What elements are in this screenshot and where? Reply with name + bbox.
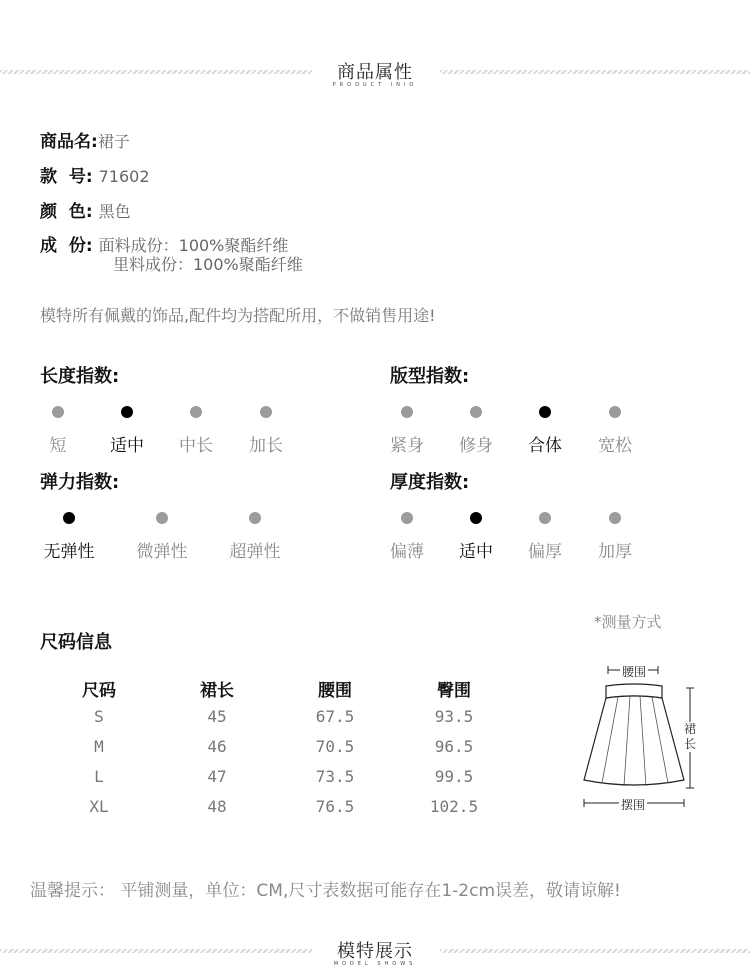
table-cell: S — [94, 707, 104, 726]
fit-dot-slim — [470, 406, 482, 418]
fit-dot-tight — [401, 406, 413, 418]
fit-index-title: 版型指数: — [390, 366, 470, 387]
table-cell: 46 — [207, 737, 227, 756]
composition-lining: 里料成份：100%聚酯纤维 — [113, 255, 303, 274]
length-dot-long — [260, 406, 272, 418]
section-title: 商品属性 — [337, 62, 413, 83]
length-dot-midlong — [190, 406, 202, 418]
length-dot-medium — [121, 406, 133, 418]
diagram-label-waist: 腰围 — [622, 665, 647, 679]
table-cell: 67.5 — [315, 707, 355, 726]
length-option-label: 适中 — [110, 436, 144, 456]
table-header-size: 尺码 — [82, 681, 116, 701]
thickness-dot-medium — [470, 512, 482, 524]
color-value: 黑色 — [98, 202, 131, 221]
fit-option-label: 合体 — [528, 436, 562, 456]
table-cell: 48 — [207, 797, 227, 816]
fit-option-label: 宽松 — [598, 436, 632, 456]
product-name-value: 裙子 — [97, 132, 130, 151]
table-cell: L — [94, 767, 104, 786]
skirt-outline-icon — [578, 658, 698, 818]
accessory-notice: 模特所有佩戴的饰品,配件均为搭配所用，不做销售用途! — [40, 306, 436, 325]
section-title: 模特展示 — [337, 941, 413, 962]
thickness-option-label: 偏薄 — [390, 542, 424, 562]
table-cell: 45 — [207, 707, 227, 726]
table-cell: 93.5 — [434, 707, 474, 726]
composition-label: 成 份: — [40, 236, 93, 256]
table-cell: 99.5 — [434, 767, 474, 786]
section-header-model-shows — [0, 937, 750, 971]
thickness-index-title: 厚度指数: — [390, 472, 470, 493]
table-cell: M — [94, 737, 104, 756]
diagram-label-hem: 摆围 — [621, 798, 646, 812]
table-header-hip: 臀围 — [437, 681, 471, 701]
fit-option-label: 修身 — [459, 436, 493, 456]
style-no-row — [40, 162, 150, 187]
length-option-label: 加长 — [249, 436, 283, 456]
thickness-dot-thick — [539, 512, 551, 524]
elasticity-dot-slight — [156, 512, 168, 524]
table-cell: 70.5 — [315, 737, 355, 756]
length-dot-short — [52, 406, 64, 418]
section-subtitle: PRODUCT INIO — [332, 82, 418, 88]
table-cell: XL — [89, 797, 109, 816]
style-no-label: 款 号: — [40, 167, 93, 187]
composition-row — [40, 231, 303, 274]
measurement-tip: 温馨提示： 平铺测量，单位：CM,尺寸表数据可能存在1-2cm误差，敬请谅解! — [30, 881, 621, 901]
product-name-row — [40, 127, 130, 152]
thickness-dot-extra-thick — [609, 512, 621, 524]
measure-method-note: *测量方式 — [594, 613, 662, 631]
thickness-option-label: 加厚 — [598, 542, 632, 562]
section-subtitle: MODEL SHOWS — [333, 961, 417, 967]
table-header-waist: 腰围 — [318, 681, 352, 701]
elasticity-option-label: 超弹性 — [229, 542, 281, 562]
elasticity-option-label: 无弹性 — [43, 542, 95, 562]
elasticity-dot-high — [249, 512, 261, 524]
thickness-option-label: 适中 — [459, 542, 493, 562]
fit-dot-loose — [609, 406, 621, 418]
table-header-length: 裙长 — [200, 681, 234, 701]
table-cell: 96.5 — [434, 737, 474, 756]
fit-option-label: 紧身 — [390, 436, 424, 456]
color-label: 颜 色: — [40, 202, 93, 222]
table-cell: 102.5 — [429, 797, 479, 816]
composition-fabric: 面料成份：100%聚酯纤维 — [98, 236, 289, 255]
product-name-label: 商品名: — [40, 132, 98, 152]
elasticity-dot-none — [63, 512, 75, 524]
length-option-label: 中长 — [179, 436, 213, 456]
skirt-measurement-diagram — [578, 658, 698, 818]
section-header-product-attributes — [0, 58, 750, 98]
thickness-dot-thin — [401, 512, 413, 524]
length-index-title: 长度指数: — [40, 366, 120, 387]
style-no-value: 71602 — [98, 167, 150, 186]
elasticity-index-title: 弹力指数: — [40, 472, 120, 493]
thickness-option-label: 偏厚 — [528, 542, 562, 562]
table-cell: 47 — [207, 767, 227, 786]
size-info-title: 尺码信息 — [40, 632, 112, 653]
table-cell: 76.5 — [315, 797, 355, 816]
fit-dot-regular — [539, 406, 551, 418]
length-option-label: 短 — [49, 436, 67, 456]
color-row — [40, 197, 131, 222]
elasticity-option-label: 微弹性 — [136, 542, 188, 562]
table-cell: 73.5 — [315, 767, 355, 786]
diagram-label-length: 裙长 — [684, 722, 697, 751]
